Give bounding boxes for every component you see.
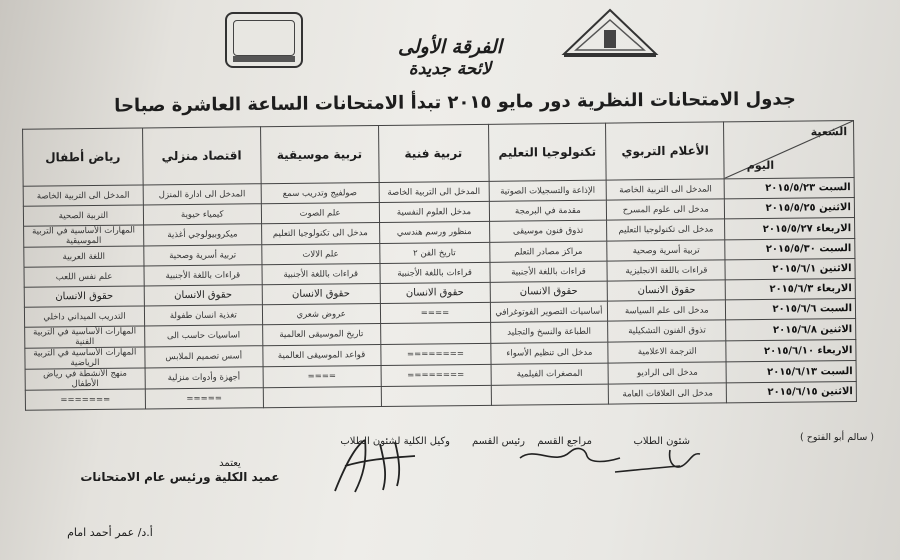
subject-cell [380,322,490,344]
subject-cell: حقوق الانسان [144,285,262,306]
subject-cell: ===== [145,388,263,409]
subject-cell: صولفيج وتدريب سمع [261,182,379,203]
subject-cell: حقوق الانسان [608,280,726,301]
subject-cell: قراءات باللغة الانجليزية [607,260,725,281]
dept-head-label: رئيس القسم [471,436,525,447]
subject-cell: تذوق فنون موسيقى [489,220,607,242]
subject-cell: قواعد الموسيقى العالمية [263,344,381,366]
day-cell: الاثنين ٢٠١٥/٥/٢٥ [725,198,855,219]
subject-cell: علم نفس اللعب [24,266,144,287]
subject-cell: قراءات باللغة الأجنبية [380,262,490,283]
subject-cell: مقدمة في البرمجة [489,200,607,221]
subject-cell: مدخل الى تنظيم الأسواء [490,342,608,364]
subject-cell: عروض شعري [262,303,380,324]
exam-schedule-table [22,120,857,411]
subject-cell: المهارات الأساسية في التربية الرياضية [25,347,145,369]
column-header: اقتصاد منزلي [142,127,260,185]
corner-day-label: اليوم [746,158,775,173]
subject-cell: الطباعة والنسخ والتجليد [490,321,608,343]
students-affairs-label: شئون الطلاب [633,436,690,447]
subject-cell: المصغرات الفيلمية [491,363,609,385]
dean-name: أ.د/ عمر أحمد امام [67,526,153,539]
column-header: الأعلام التربوي [606,122,724,180]
subject-cell: المهارات الأساسية في التربية الموسيقية [24,225,144,247]
subject-cell: علم الالات [261,243,379,264]
column-header: تربية فنية [378,124,489,182]
subject-cell: مدخل الى تكنولوجيا التعليم [261,222,379,244]
subject-cell: اساسيات حاسب الى [145,325,263,347]
subject-cell: قراءات باللغة الأجنبية [144,265,262,286]
column-header: تربية موسيقية [260,125,378,183]
subject-cell: تاريخ الموسيقى العالمية [262,323,380,345]
subject-cell: المدخل الى التربية الخاصة [379,181,489,202]
subject-cell: المدخل الى التربية الخاصة [23,185,143,206]
subject-cell: حقوق الانسان [262,283,380,304]
subject-cell: تاريخ الفن ٢ [379,242,489,263]
subject-cell: كيمياء حيوية [143,204,261,225]
subject-cell: ======= [25,389,145,410]
day-cell: الاثنين ٢٠١٥/٦/١٥ [727,381,857,402]
subject-cell: علم الصوت [261,202,379,223]
schedule-title: جدول الامتحانات النظرية دور مايو ٢٠١٥ تبدأ الامتحانات الساعة العاشرة صباحا [114,88,796,117]
day-cell: السبت ٢٠١٥/٥/٣٠ [725,238,855,259]
subject-cell: حقوق الانسان [490,281,608,302]
subject-cell: قراءات باللغة الأجنبية [262,263,380,284]
day-cell: السبت ٢٠١٥/٦/٦ [726,298,856,319]
table-body [23,178,856,411]
subject-cell: أساسيات التصوير الفوتوغرافي [490,301,608,322]
subject-cell: قراءات باللغة الأجنبية [489,261,607,282]
subject-cell: حقوق الانسان [24,286,144,307]
subject-cell: تغذية انسان طفولة [144,305,262,326]
subject-cell: تربية أسرية وصحية [144,245,262,266]
title-block [0,36,900,80]
subject-cell: الإذاعة والتسجيلات الصوتية [489,180,607,201]
corner-cell [724,121,854,179]
subject-cell: منظور ورسم هندسي [379,221,489,243]
signature-affairs [610,440,710,480]
subject-cell [381,385,491,406]
subject-cell [491,384,609,405]
signatory-name: ( سالم أبو الفتوح ) [800,432,875,443]
signature-reviewer [515,438,625,472]
day-cell: السبت ٢٠١٥/٥/٢٣ [724,178,854,199]
subject-cell: مراكز مصادر التعلم [489,241,607,262]
subject-cell: تذوق الفنون التشكيلية [608,320,726,342]
subject-cell: أسس تصميم الملابس [145,346,263,368]
dean-title: عميد الكلية ورئيس عام الامتحانات [80,470,280,484]
subject-cell: مدخل الى الراديو [608,362,726,384]
day-cell: الاثنين ٢٠١٥/٦/٨ [726,318,856,340]
subject-cell: اللغة العربية [24,246,144,267]
subject-cell: ميكروبيولوجي أغذية [143,224,261,246]
subject-cell: المدخل الى التربية الخاصة [607,179,725,200]
subject-cell: المهارات الأساسية في التربية الفنية [25,326,145,348]
subject-cell: المدخل الى ادارة المنزل [143,184,261,205]
subject-cell: تربية أسرية وصحية [607,240,725,261]
subject-cell: ======== [381,364,491,386]
level-title: الفرقة الأولى [398,36,502,58]
subject-cell: التربية الصحية [23,205,143,226]
day-cell: السبت ٢٠١٥/٦/١٣ [726,360,856,382]
subject-cell [263,386,381,407]
column-header: رياض أطفال [23,128,143,186]
subject-cell: مدخل الى علوم المسرح [607,199,725,220]
subject-cell: الترجمة الاعلامية [608,341,726,363]
subject-cell: ======== [380,343,490,365]
reviewer-label: مراجع القسم [537,436,592,447]
day-cell: الاربعاء ٢٠١٥/٥/٢٧ [725,217,855,239]
subject-cell: ==== [380,302,490,323]
approval-label: يعتمد [219,458,241,469]
subject-cell: مدخل الى العلاقات العامة [609,383,727,404]
corner-division-label: الشعبة [810,125,848,139]
subject-cell: منهج الأنشطة في رياض الأطفال [25,368,145,390]
signature-deputy [325,436,420,496]
subject-cell: مدخل العلوم النفسية [379,201,489,222]
subject-cell: أجهزة وأدوات منزلية [145,367,263,389]
deputy-label: وكيل الكلية لشئون الطلاب [340,436,450,447]
subject-cell: مدخل الى تكنولوجيا التعليم [607,219,725,241]
subject-cell: ==== [263,365,381,387]
day-cell: الاربعاء ٢٠١٥/٦/٣ [725,278,855,299]
subject-cell: التدريب الميداني داخلي [24,306,144,327]
regulation-title: لائحة جديدة [408,59,492,79]
table-header-row [23,121,855,187]
subject-cell: حقوق الانسان [380,282,490,303]
subject-cell: مدخل الى علم السياسة [608,300,726,321]
day-cell: الاربعاء ٢٠١٥/٦/١٠ [726,339,856,361]
day-cell: الاثنين ٢٠١٥/٦/١ [725,258,855,279]
column-header: تكنولوجيا التعليم [488,123,606,181]
